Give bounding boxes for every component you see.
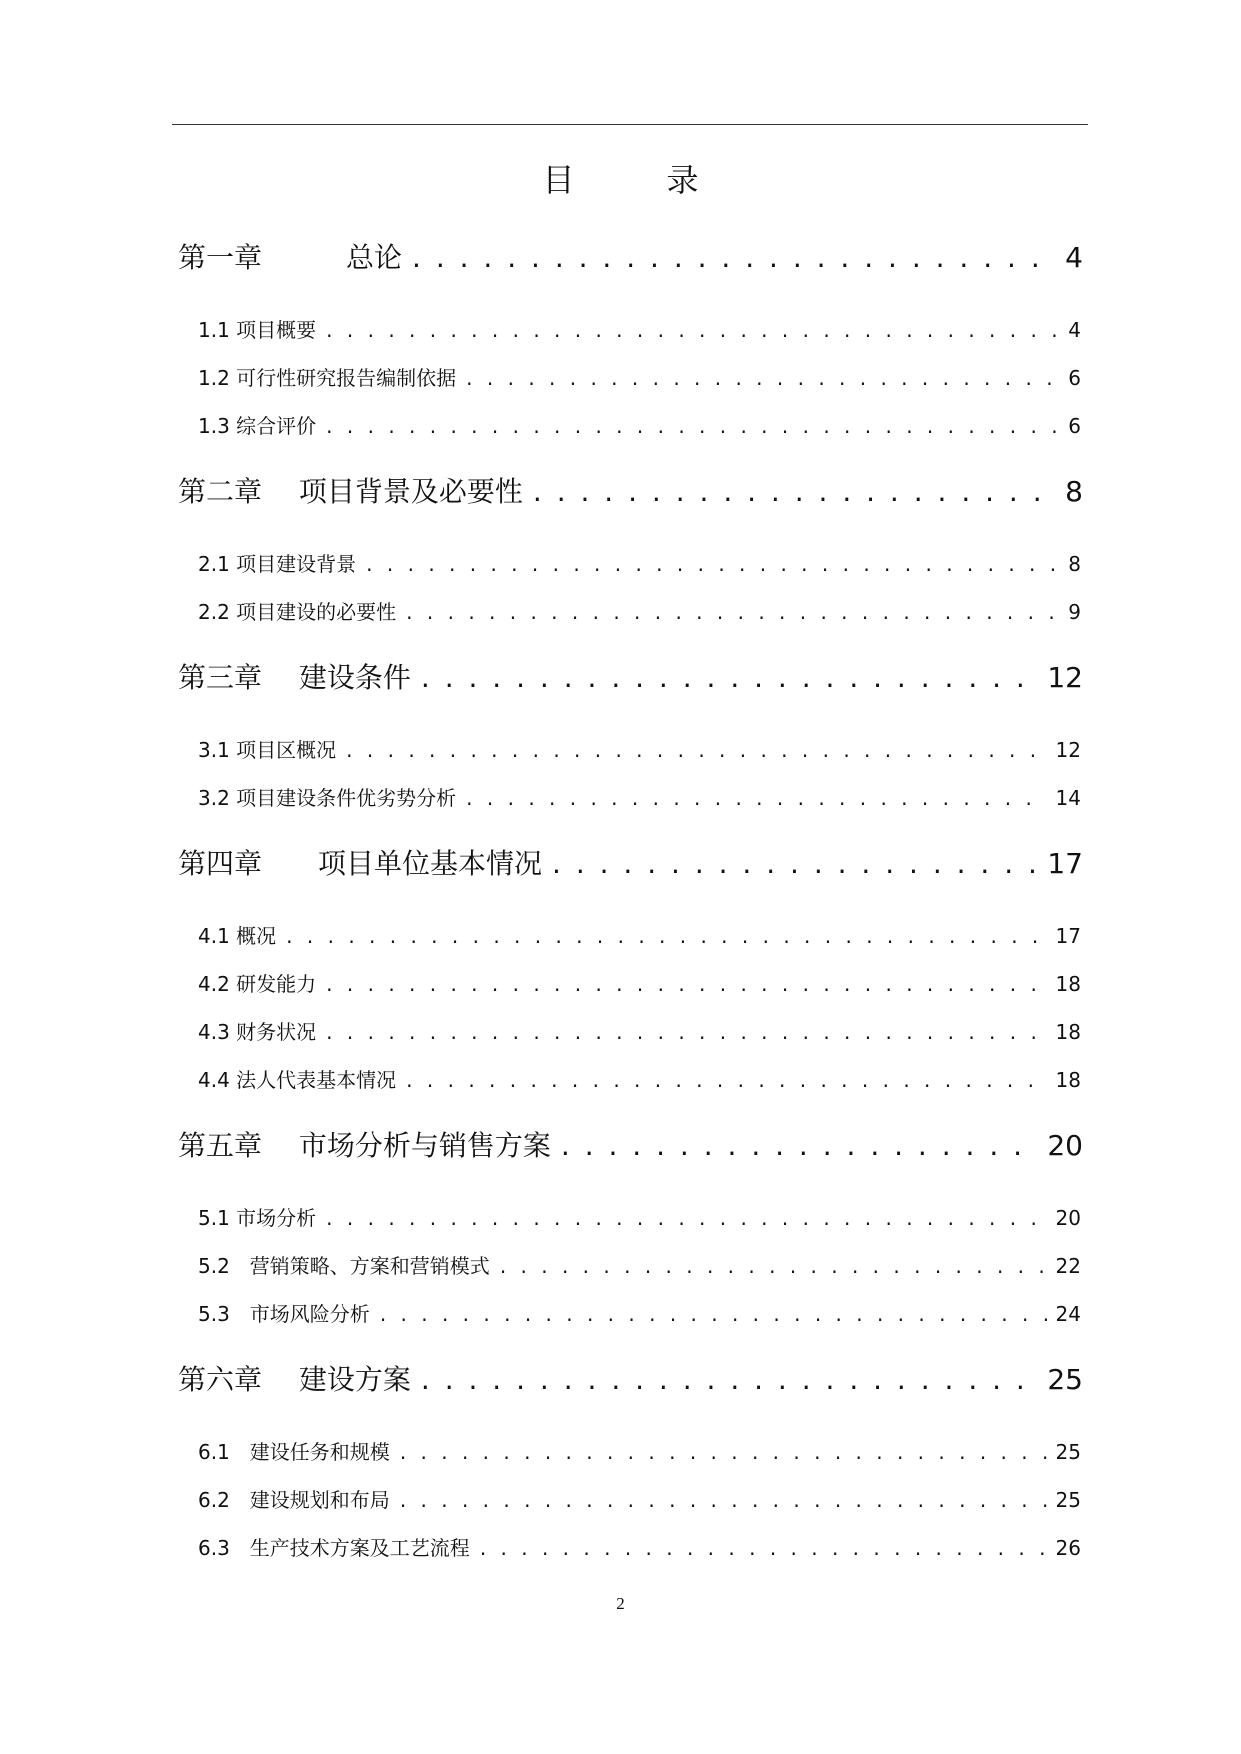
toc-entry-label: 3.1 项目区概况 — [198, 738, 337, 762]
toc-entry-page: 26 — [1055, 1536, 1081, 1560]
toc-section-entry[interactable] — [0, 782, 1241, 811]
toc-entry-page: 25 — [1055, 1488, 1081, 1512]
toc-entry-label: 6.2 建设规划和布局 — [198, 1488, 390, 1512]
toc-dot-leader — [412, 241, 1057, 274]
toc-entry-page: 4 — [1065, 241, 1083, 274]
toc-entry-label: 第二章 项目背景及必要性 — [178, 475, 523, 508]
toc-dot-leader — [400, 1488, 1048, 1512]
toc-entry-page: 9 — [1068, 600, 1081, 624]
toc-dot-leader — [326, 1020, 1047, 1044]
toc-chapter-entry[interactable] — [0, 236, 1241, 276]
toc-entry-page: 25 — [1055, 1440, 1081, 1464]
toc-entry-page: 6 — [1068, 366, 1081, 390]
toc-entry-label: 2.2 项目建设的必要性 — [198, 600, 397, 624]
toc-entry-page: 8 — [1065, 475, 1083, 508]
toc-section-entry[interactable] — [0, 1202, 1241, 1231]
toc-entry-page: 24 — [1055, 1302, 1081, 1326]
toc-dot-leader — [366, 552, 1060, 576]
toc-dot-leader — [286, 924, 1047, 948]
toc-dot-leader — [533, 475, 1057, 508]
toc-entry-page: 25 — [1047, 1363, 1083, 1396]
page-number: 2 — [616, 1594, 625, 1613]
toc-section-entry[interactable] — [0, 1298, 1241, 1327]
toc-entry-page: 8 — [1068, 552, 1081, 576]
header-rule — [172, 124, 1088, 125]
toc-section-entry[interactable] — [0, 968, 1241, 997]
toc-entry-label: 第一章 总论 — [178, 241, 403, 274]
toc-section-entry[interactable] — [0, 1016, 1241, 1045]
toc-entry-page: 18 — [1055, 1020, 1081, 1044]
toc-entry-label: 第六章 建设方案 — [178, 1363, 411, 1396]
toc-entry-label: 2.1 项目建设背景 — [198, 552, 357, 576]
toc-dot-leader — [421, 661, 1039, 694]
toc-section-entry[interactable] — [0, 1532, 1241, 1561]
toc-entry-page: 6 — [1068, 414, 1081, 438]
toc-section-entry[interactable] — [0, 1064, 1241, 1093]
toc-entry-label: 1.2 可行性研究报告编制依据 — [198, 366, 457, 390]
toc-section-entry[interactable] — [0, 596, 1241, 625]
toc-chapter-entry[interactable] — [0, 470, 1241, 510]
toc-entry-label: 4.4 法人代表基本情况 — [198, 1068, 397, 1092]
toc-entry-label: 第五章 市场分析与销售方案 — [178, 1129, 551, 1162]
toc-dot-leader — [326, 414, 1060, 438]
toc-dot-leader — [561, 1129, 1039, 1162]
toc-entry-page: 17 — [1055, 924, 1081, 948]
toc-dot-leader — [346, 738, 1047, 762]
toc-chapter-entry[interactable] — [0, 1124, 1241, 1164]
toc-dot-leader — [406, 600, 1060, 624]
toc-entry-page: 20 — [1047, 1129, 1083, 1162]
toc-entry-label: 5.2 营销策略、方案和营销模式 — [198, 1254, 490, 1278]
toc-title: 目 录 — [542, 161, 729, 199]
toc-section-entry[interactable] — [0, 1436, 1241, 1465]
toc-section-entry[interactable] — [0, 920, 1241, 949]
toc-dot-leader — [552, 847, 1039, 880]
toc-section-entry[interactable] — [0, 548, 1241, 577]
toc-entry-label: 6.1 建设任务和规模 — [198, 1440, 390, 1464]
toc-entry-page: 14 — [1055, 786, 1081, 810]
toc-entry-page: 12 — [1055, 738, 1081, 762]
toc-entry-page: 18 — [1055, 972, 1081, 996]
toc-section-entry[interactable] — [0, 410, 1241, 439]
toc-chapter-entry[interactable] — [0, 656, 1241, 696]
toc-section-entry[interactable] — [0, 1484, 1241, 1513]
toc-dot-leader — [400, 1440, 1048, 1464]
toc-dot-leader — [406, 1068, 1047, 1092]
toc-entry-page: 17 — [1047, 847, 1083, 880]
toc-entry-label: 4.1 概况 — [198, 924, 277, 948]
toc-entry-label: 1.1 项目概要 — [198, 318, 317, 342]
toc-dot-leader — [326, 318, 1060, 342]
toc-dot-leader — [380, 1302, 1048, 1326]
toc-entry-page: 12 — [1047, 661, 1083, 694]
toc-entry-label: 1.3 综合评价 — [198, 414, 317, 438]
toc-section-entry[interactable] — [0, 734, 1241, 763]
toc-entry-page: 22 — [1055, 1254, 1081, 1278]
toc-entry-page: 20 — [1055, 1206, 1081, 1230]
toc-entry-label: 4.2 研发能力 — [198, 972, 317, 996]
toc-entry-page: 18 — [1055, 1068, 1081, 1092]
toc-entry-label: 4.3 财务状况 — [198, 1020, 317, 1044]
toc-dot-leader — [480, 1536, 1048, 1560]
toc-entry-label: 5.3 市场风险分析 — [198, 1302, 370, 1326]
toc-entry-label: 6.3 生产技术方案及工艺流程 — [198, 1536, 470, 1560]
toc-entry-label: 第三章 建设条件 — [178, 661, 411, 694]
toc-section-entry[interactable] — [0, 1250, 1241, 1279]
toc-dot-leader — [466, 786, 1047, 810]
toc-entry-page: 4 — [1068, 318, 1081, 342]
toc-dot-leader — [500, 1254, 1048, 1278]
toc-dot-leader — [326, 1206, 1047, 1230]
toc-entry-label: 5.1 市场分析 — [198, 1206, 317, 1230]
toc-dot-leader — [466, 366, 1060, 390]
toc-section-entry[interactable] — [0, 362, 1241, 391]
toc-section-entry[interactable] — [0, 314, 1241, 343]
toc-chapter-entry[interactable] — [0, 842, 1241, 882]
toc-chapter-entry[interactable] — [0, 1358, 1241, 1398]
toc-entry-label: 3.2 项目建设条件优劣势分析 — [198, 786, 457, 810]
toc-entry-label: 第四章 项目单位基本情况 — [178, 847, 543, 880]
toc-dot-leader — [421, 1363, 1039, 1396]
toc-dot-leader — [326, 972, 1047, 996]
